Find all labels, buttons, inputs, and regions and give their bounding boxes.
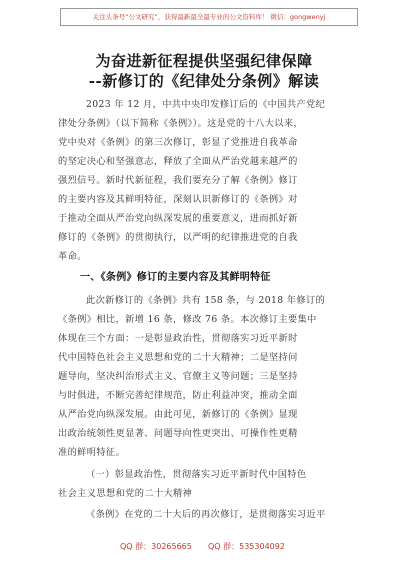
footer-qq-group-1: QQ 群：30265665 [120, 542, 192, 551]
paragraph-line: 于推动全面从严治党向纵深发展的重要意义，进而抓好新 [58, 213, 298, 224]
paragraph-line: 2023 年 12 月，中共中央印发修订后的《中国共产党纪 [86, 99, 326, 110]
paragraph-line: 准的鲜明特征。 [58, 447, 126, 458]
paragraph-line: 的坚定决心和坚强意志，释放了全面从严治党越来越严的 [58, 156, 298, 167]
top-banner: 关注头条号“公文研究”，获得最新最全最专业的公文资料库！ 微信：gongwenyj [60, 8, 358, 26]
paragraph-line: 强烈信号。新时代新征程，我们要充分了解《条例》修订 [58, 175, 298, 186]
paragraph-line: 《条例》在党的二十大后的再次修订，是贯彻落实习近平 [86, 509, 326, 520]
paragraph-line: 代中国特色社会主义思想和党的二十大精神；二是坚持问 [58, 352, 298, 363]
document-title: 为奋进新征程提供坚强纪律保障 [95, 52, 313, 70]
paragraph-line: 革命。 [58, 251, 87, 262]
paragraph-line: 出政治统领性更显著、问题导向性更突出、可操作性更精 [58, 428, 298, 439]
paragraph-line: 此次新修订的《条例》共有 158 条，与 2018 年修订的 [86, 295, 326, 306]
paragraph-line: 律处分条例》（以下简称《条例》）。这是党的十八大以来， [58, 118, 304, 129]
paragraph-line: 《条例》相比，新增 16 条，修改 76 条。本次修订主要集中 [58, 314, 317, 325]
section-heading: 一、《条例》修订的主要内容及其鲜明特征 [80, 272, 271, 283]
paragraph-line: 的主要内容及其鲜明特征，深刻认识新修订的《条例》对 [58, 194, 298, 205]
paragraph-line: 修订的《条例》的贯彻执行，以严明的纪律推进党的自我 [58, 232, 298, 243]
paragraph-line: 从严治党向纵深发展。由此可见，新修订的《条例》显现 [58, 409, 298, 420]
paragraph-line: 体现在三个方面：一是彰显政治性，贯彻落实习近平新时 [58, 333, 298, 344]
paragraph-line: 与时俱进，不断完善纪律规范，防止利益冲突，推动全面 [58, 390, 298, 401]
subsection-heading-continued: 社会主义思想和党的二十大精神 [58, 488, 193, 499]
paragraph-line: 党中央对《条例》的第三次修订，彰显了党推进自我革命 [58, 137, 298, 148]
paragraph-line: 题导向，坚决纠治形式主义、官僚主义等问题；三是坚持 [58, 371, 298, 382]
footer-qq-group-2: QQ 群：535304092 [208, 542, 285, 551]
document-subtitle: --新修订的《纪律处分条例》解读 [88, 72, 320, 90]
subsection-heading: （一）彰显政治性，贯彻落实习近平新时代中国特色 [86, 469, 307, 480]
